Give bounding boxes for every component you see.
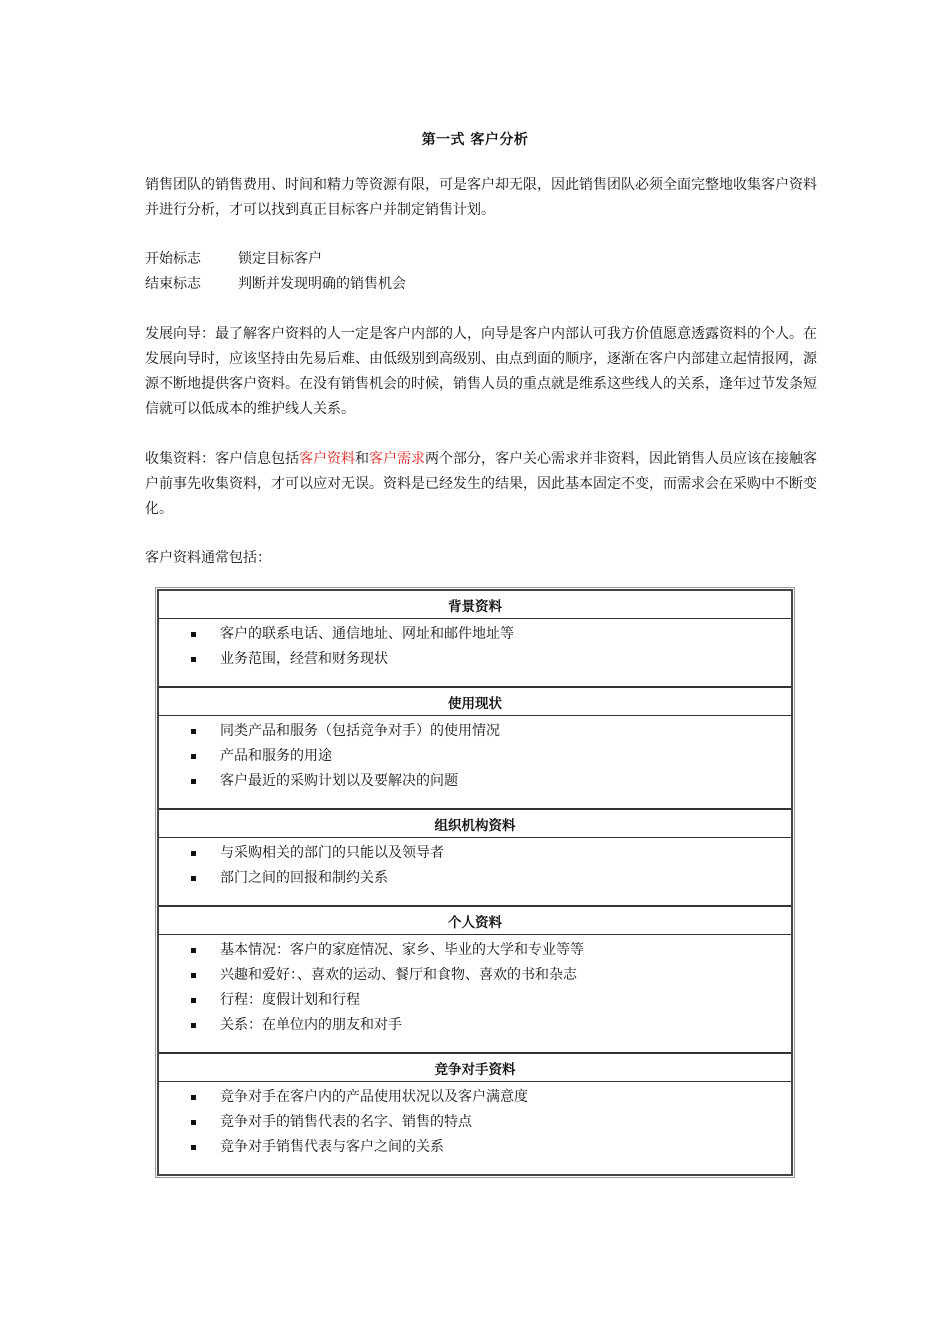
- list-item-text: 竞争对手在客户内的产品使用状况以及客户满意度: [220, 1089, 528, 1105]
- square-bullet-icon: [191, 1120, 196, 1125]
- list-item: [191, 769, 791, 794]
- list-item: [191, 719, 791, 744]
- collect-suffix: 两个部分，客户关心需求并非资料，因此销售人员应该在接触客户前事先收集资料，才可以应对无误。资料是已经发生的结果，因此基本固定不变，而需求会在采购中不断变化。: [145, 451, 817, 517]
- section-body-competitor: [159, 1082, 791, 1174]
- section-spacer: [159, 672, 791, 686]
- square-bullet-icon: [191, 973, 196, 978]
- bullet-list: [159, 719, 791, 794]
- square-bullet-icon: [191, 779, 196, 784]
- list-item: [191, 622, 791, 647]
- section-body-background: [159, 619, 791, 686]
- section-body-usage: [159, 716, 791, 808]
- guide-paragraph: 发展向导：最了解客户资料的人一定是客户内部的人，向导是客户内部认可我方价值愿意透露资料的个人。在发展向导时，应该坚持由先易后难、由低级别到高级别、由点到面的顺序，逐渐在客户内部建立起情报网，源源不断地提供客户资料。在没有销售机会的时候，销售人员的重点就是维系这些线人的关系，逢年过节发条短信就可以低成本的维护线人关系。: [145, 326, 817, 417]
- square-bullet-icon: [191, 657, 196, 662]
- section-heading-personal: 个人资料: [159, 905, 791, 935]
- list-item-text: 客户最近的采购计划以及要解决的问题: [220, 773, 458, 789]
- list-item: [191, 866, 791, 891]
- end-flag-label: 结束标志: [145, 276, 201, 292]
- section-heading-competitor: 竞争对手资料: [159, 1052, 791, 1082]
- bullet-list: [159, 622, 791, 672]
- section-spacer: [159, 794, 791, 808]
- list-item-text: 业务范围，经营和财务现状: [220, 651, 388, 667]
- square-bullet-icon: [191, 948, 196, 953]
- collect-paragraph: [145, 447, 817, 522]
- list-item: [191, 1013, 791, 1038]
- square-bullet-icon: [191, 1023, 196, 1028]
- collect-prefix: 收集资料：客户信息包括: [145, 451, 299, 467]
- list-item: [191, 841, 791, 866]
- list-item-text: 客户的联系电话、通信地址、网址和邮件地址等: [220, 626, 514, 642]
- list-item-text: 竞争对手销售代表与客户之间的关系: [220, 1139, 444, 1155]
- section-spacer: [159, 1160, 791, 1174]
- bullet-list: [159, 1085, 791, 1160]
- list-item-text: 兴趣和爱好：、喜欢的运动、餐厅和食物、喜欢的书和杂志: [220, 967, 577, 983]
- section-heading-organization: 组织机构资料: [159, 808, 791, 838]
- section-body-organization: [159, 838, 791, 905]
- list-item-text: 部门之间的回报和制约关系: [220, 870, 388, 886]
- intro-paragraph: 销售团队的销售费用、时间和精力等资源有限，可是客户却无限，因此销售团队必须全面完整地收集客户资料并进行分析，才可以找到真正目标客户并制定销售计划。: [145, 177, 817, 218]
- start-flag-label: 开始标志: [145, 251, 201, 267]
- square-bullet-icon: [191, 851, 196, 856]
- highlight-customer-needs: 客户需求: [369, 451, 425, 467]
- square-bullet-icon: [191, 876, 196, 881]
- list-item: [191, 963, 791, 988]
- list-item-text: 基本情况：客户的家庭情况、家乡、毕业的大学和专业等等: [220, 942, 584, 958]
- square-bullet-icon: [191, 1145, 196, 1150]
- section-spacer: [159, 1038, 791, 1052]
- list-item: [191, 988, 791, 1013]
- list-item: [191, 1135, 791, 1160]
- section-body-personal: [159, 935, 791, 1052]
- square-bullet-icon: [191, 998, 196, 1003]
- list-item: [191, 647, 791, 672]
- list-item-text: 竞争对手的销售代表的名字、销售的特点: [220, 1114, 472, 1130]
- list-item-text: 产品和服务的用途: [220, 748, 332, 764]
- page-title: 第一式 客户分析: [421, 132, 529, 148]
- list-item-text: 关系：在单位内的朋友和对手: [220, 1017, 402, 1033]
- start-flag-value: 锁定目标客户: [238, 251, 322, 267]
- list-item-text: 与采购相关的部门的只能以及领导者: [220, 845, 444, 861]
- bullet-list: [159, 938, 791, 1038]
- start-flag-row: [145, 248, 322, 268]
- section-heading-background: 背景资料: [159, 591, 791, 619]
- section-spacer: [159, 891, 791, 905]
- end-flag-value: 判断并发现明确的销售机会: [238, 276, 406, 292]
- bullet-list: [159, 841, 791, 891]
- collect-mid: 和: [355, 451, 369, 467]
- list-item: [191, 1110, 791, 1135]
- square-bullet-icon: [191, 729, 196, 734]
- square-bullet-icon: [191, 754, 196, 759]
- square-bullet-icon: [191, 1095, 196, 1100]
- list-item: [191, 744, 791, 769]
- list-item: [191, 938, 791, 963]
- section-heading-usage: 使用现状: [159, 686, 791, 716]
- highlight-customer-data: 客户资料: [299, 451, 355, 467]
- list-item: [191, 1085, 791, 1110]
- end-flag-row: [145, 273, 406, 293]
- list-item-text: 同类产品和服务（包括竞争对手）的使用情况: [220, 723, 500, 739]
- list-item-text: 行程：度假计划和行程: [220, 992, 360, 1008]
- customer-info-table: [157, 589, 793, 1176]
- square-bullet-icon: [191, 632, 196, 637]
- list-intro: 客户资料通常包括：: [145, 550, 271, 566]
